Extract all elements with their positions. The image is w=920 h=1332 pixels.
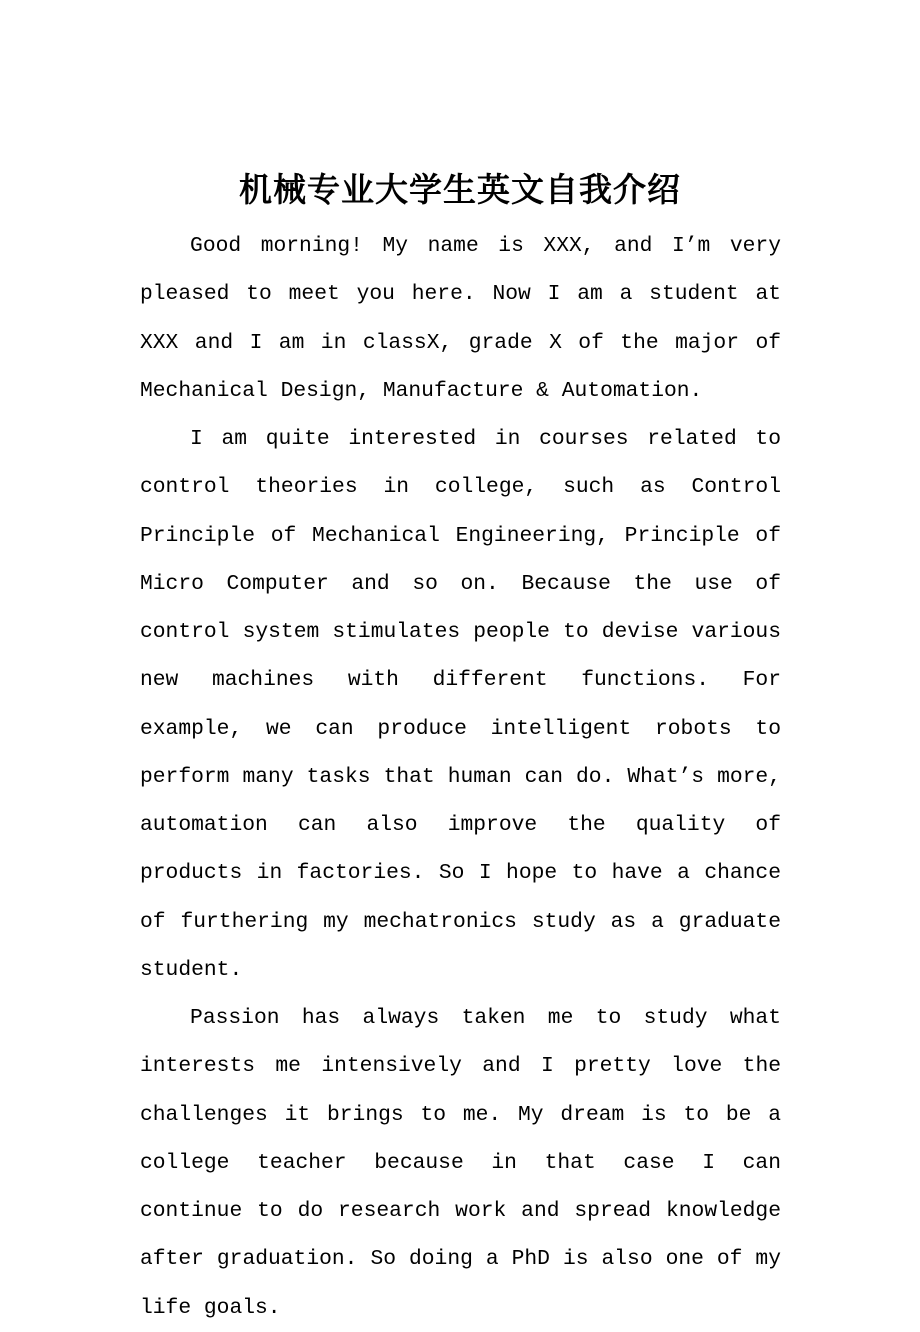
page-title: 机械专业大学生英文自我介绍 [239,170,681,210]
paragraph-1: Good morning! My name is XXX, and I’m very pleased to meet you here. Now I am a student at XXX and I am in classX, grade X of the major of Mechanical Design, Manufacture & Automation. [140,234,781,403]
paragraph-3: Passion has always taken me to study what interests me intensively and I pretty love the challenges it brings to me. My dream is to be a college teacher because in that case I can continue to do research work and spread knowledge after graduation. So doing a PhD is also one of my life goals. [140,1006,781,1320]
paragraph-2: I am quite interested in courses related to control theories in college, such as Control Principle of Mechanical Engineering, Principle of Micro Computer and so on. Because the use of control system stimulates people to devise various new machines with different functions. For example, we can produce intelligent robots to perform many tasks that human can do. What’s more, automation can also improve the quality of products in factories. So I hope to have a chance of furthering my mechatronics study as a graduate student. [140,427,781,982]
document-body [140,222,781,1332]
